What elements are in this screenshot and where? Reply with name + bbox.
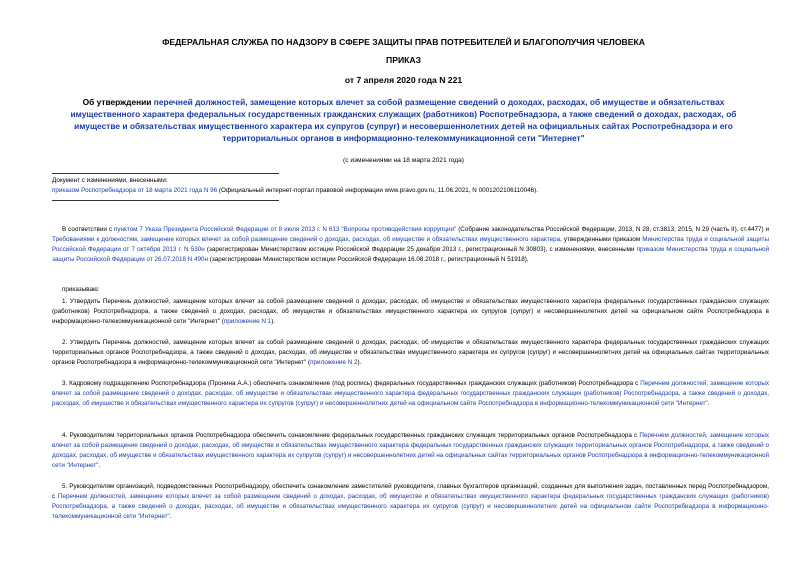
- document-title: [48, 96, 759, 144]
- divider-bottom: [52, 200, 279, 201]
- item-2-end: ).: [357, 359, 362, 366]
- item-4-end: .: [98, 462, 101, 469]
- amendment-note: [52, 176, 772, 196]
- amendment-source: (Официальный интернет-портал правовой информации www.pravo.gov.ru, 11.06.2021, N 0001202106110046).: [217, 187, 539, 194]
- item-5-text: 5. Руководителям организаций, подведомственных Роспотребнадзору, обеспечить ознакомление заместителей руководителя, главных бухгалтеров организаций, созданных для выполнения задач, поставленных перед Роспотребнадзором, с: [52, 483, 769, 500]
- order-item-5: [52, 482, 769, 522]
- order-word: приказываю:: [62, 286, 100, 293]
- document-type: ПРИКАЗ: [386, 55, 421, 65]
- item-3-end: .: [707, 400, 710, 407]
- order-item-4: [52, 431, 769, 471]
- amendment-link[interactable]: приказом Роспотребнадзора от 18 марта 2021 года N 96: [52, 187, 218, 194]
- order-530n-link[interactable]: Министерства труда и социальной защиты Российской Федерации от 7 октября 2013 г. N 530н: [52, 236, 769, 253]
- title-link[interactable]: перечней должностей, замещение которых влечет за собой размещение сведений о доходах, расходах, об имуществе и обязательствах имущественного характера федеральных государственных гражданских служащих (работников) Роспотребнадзора, а также сведений о доходах, расходах, об имуществе и обязательствах имущественного характера их супругов (супруг) и несовершеннолетних детей на официальных сайтах Роспотребнадзора и его территориальных органов в информационно-телекоммуникационной сети "Интернет": [70, 97, 737, 143]
- title-prefix: Об утверждении: [82, 97, 154, 107]
- order-item-3: [52, 379, 769, 409]
- decree-613-link[interactable]: пунктом 7 Указа Президента Российской Федерации от 8 июля 2013 г. N 613 "Вопросы противодействия коррупции": [113, 226, 457, 233]
- document-date-number: от 7 апреля 2020 года N 221: [344, 75, 463, 85]
- preamble-text-5: (зарегистрирован Министерством юстиции Российской Федерации 16.08.2018 г., регистрационный N 51918),: [208, 256, 529, 263]
- preamble-text-3: , утвержденными приказом: [560, 236, 643, 243]
- item-1-text: 1. Утвердить Перечень должностей, замещение которых влечет за собой размещение сведений о доходах, расходах, об имуществе и обязательствах имущественного характера федеральных государственных гражданских служащих (работников) Роспотребнадзора, а также сведений о доходах, расходах, об имуществе и обязательствах имущественного характера их супругов (супруг) и несовершеннолетних детей на официальном сайте Роспотребнадзора в информационно-телекоммуникационной сети "Интернет" (: [52, 298, 769, 325]
- amendment-entry: [52, 186, 772, 196]
- order-490n-link[interactable]: приказом Министерства труда и социальной защиты Российской Федерации от 26.07.2018 N 490н: [52, 246, 769, 263]
- item-4-text: 4. Руководителям территориальных органов Роспотребнадзора обеспечить ознакомление федеральных государственных гражданских служащих территориальных органов Роспотребнадзора с: [62, 432, 640, 439]
- item-2-text: 2. Утвердить Перечень должностей, замещение которых влечет за собой размещение сведений о доходах, расходах, об имуществе и обязательствах имущественного характера федеральных государственных гражданских служащих территориальных органов Роспотребнадзора, а также сведений о доходах, расходах, об имуществе и обязательствах имущественного характера их супругов (супруг) и несовершеннолетних детей на официальных сайтах территориальных органов Роспотребнадзора в информационно-телекоммуникационной сети "Интернет" (: [52, 339, 769, 366]
- preamble-paragraph: [52, 225, 769, 265]
- list-link-3[interactable]: Перечнем должностей, замещение которых влечет за собой размещение сведений о доходах, расходах, об имуществе и обязательствах имущественного характера федеральных государственных гражданских служащих (работников) Роспотребнадзора, а также сведений о доходах, расходах, об имуществе и обязательствах имущественного характера их супругов (супруг) и несовершеннолетних детей на официальном сайте Роспотребнадзора в информационно-телекоммуникационной сети "Интернет": [52, 380, 770, 407]
- list-link-5[interactable]: Перечнем должностей, замещение которых влечет за собой размещение сведений о доходах, расходах, об имуществе и обязательствах имущественного характера федеральных государственных гражданских служащих (работников) Роспотребнадзора, а также сведений о доходах, расходах, об имуществе и обязательствах имущественного характера их супругов (супруг) и несовершеннолетних детей на официальном сайте Роспотребнадзора в информационно-телекоммуникационной сети "Интернет": [52, 493, 769, 520]
- requirements-link[interactable]: Требованиями к должностям, замещение которых влечет за собой размещение сведений о доходах, расходах, об имуществе и обязательствах имущественного характера: [52, 236, 561, 243]
- preamble-text-1: В соответствии с: [62, 226, 114, 233]
- agency-heading: ФЕДЕРАЛЬНАЯ СЛУЖБА ПО НАДЗОРУ В СФЕРЕ ЗАЩИТЫ ПРАВ ПОТРЕБИТЕЛЕЙ И БЛАГОПОЛУЧИЯ ЧЕЛОВЕКА: [162, 37, 645, 47]
- preamble-text-2: (Собрание законодательства Российской Федерации, 2013, N 28, ст.3813; 2015, N 29 (часть II), ст.4477) и: [456, 226, 770, 233]
- item-1-end: ).: [271, 318, 276, 325]
- amendment-label: Документ с изменениями, внесенными:: [52, 177, 168, 184]
- divider-top: [52, 173, 279, 174]
- item-5-end: .: [169, 513, 172, 520]
- appendix-1-link[interactable]: приложение N 1: [223, 318, 272, 325]
- order-item-2: [52, 338, 769, 368]
- order-item-1: [52, 297, 769, 327]
- list-link-4[interactable]: Перечнем должностей, замещение которых влечет за собой размещение сведений о доходах, расходах, об имуществе и обязательствах имущественного характера федеральных государственных гражданских служащих территориальных органов Роспотребнадзора, а также сведений о доходах, расходах, об имуществе и обязательствах имущественного характера их супругов (супруг) и несовершеннолетних детей на официальных сайтах территориальных органов Роспотребнадзора в информационно-телекоммуникационной сети "Интернет": [52, 432, 769, 469]
- appendix-2-link[interactable]: приложение N 2: [310, 359, 358, 366]
- preamble-text-4: (зарегистрирован Министерством юстиции Российской Федерации 25 декабря 2013 г., регистрационный N 30803), с изменениями, внесенными: [204, 246, 637, 253]
- amendment-status: (с изменениями на 18 марта 2021 года): [343, 157, 464, 164]
- item-3-text: 3. Кадровому подразделению Роспотребнадзора (Пронина А.А.) обеспечить ознакомление (под роспись) федеральных государственных гражданских служащих (работников) Роспотребнадзора с: [62, 380, 641, 387]
